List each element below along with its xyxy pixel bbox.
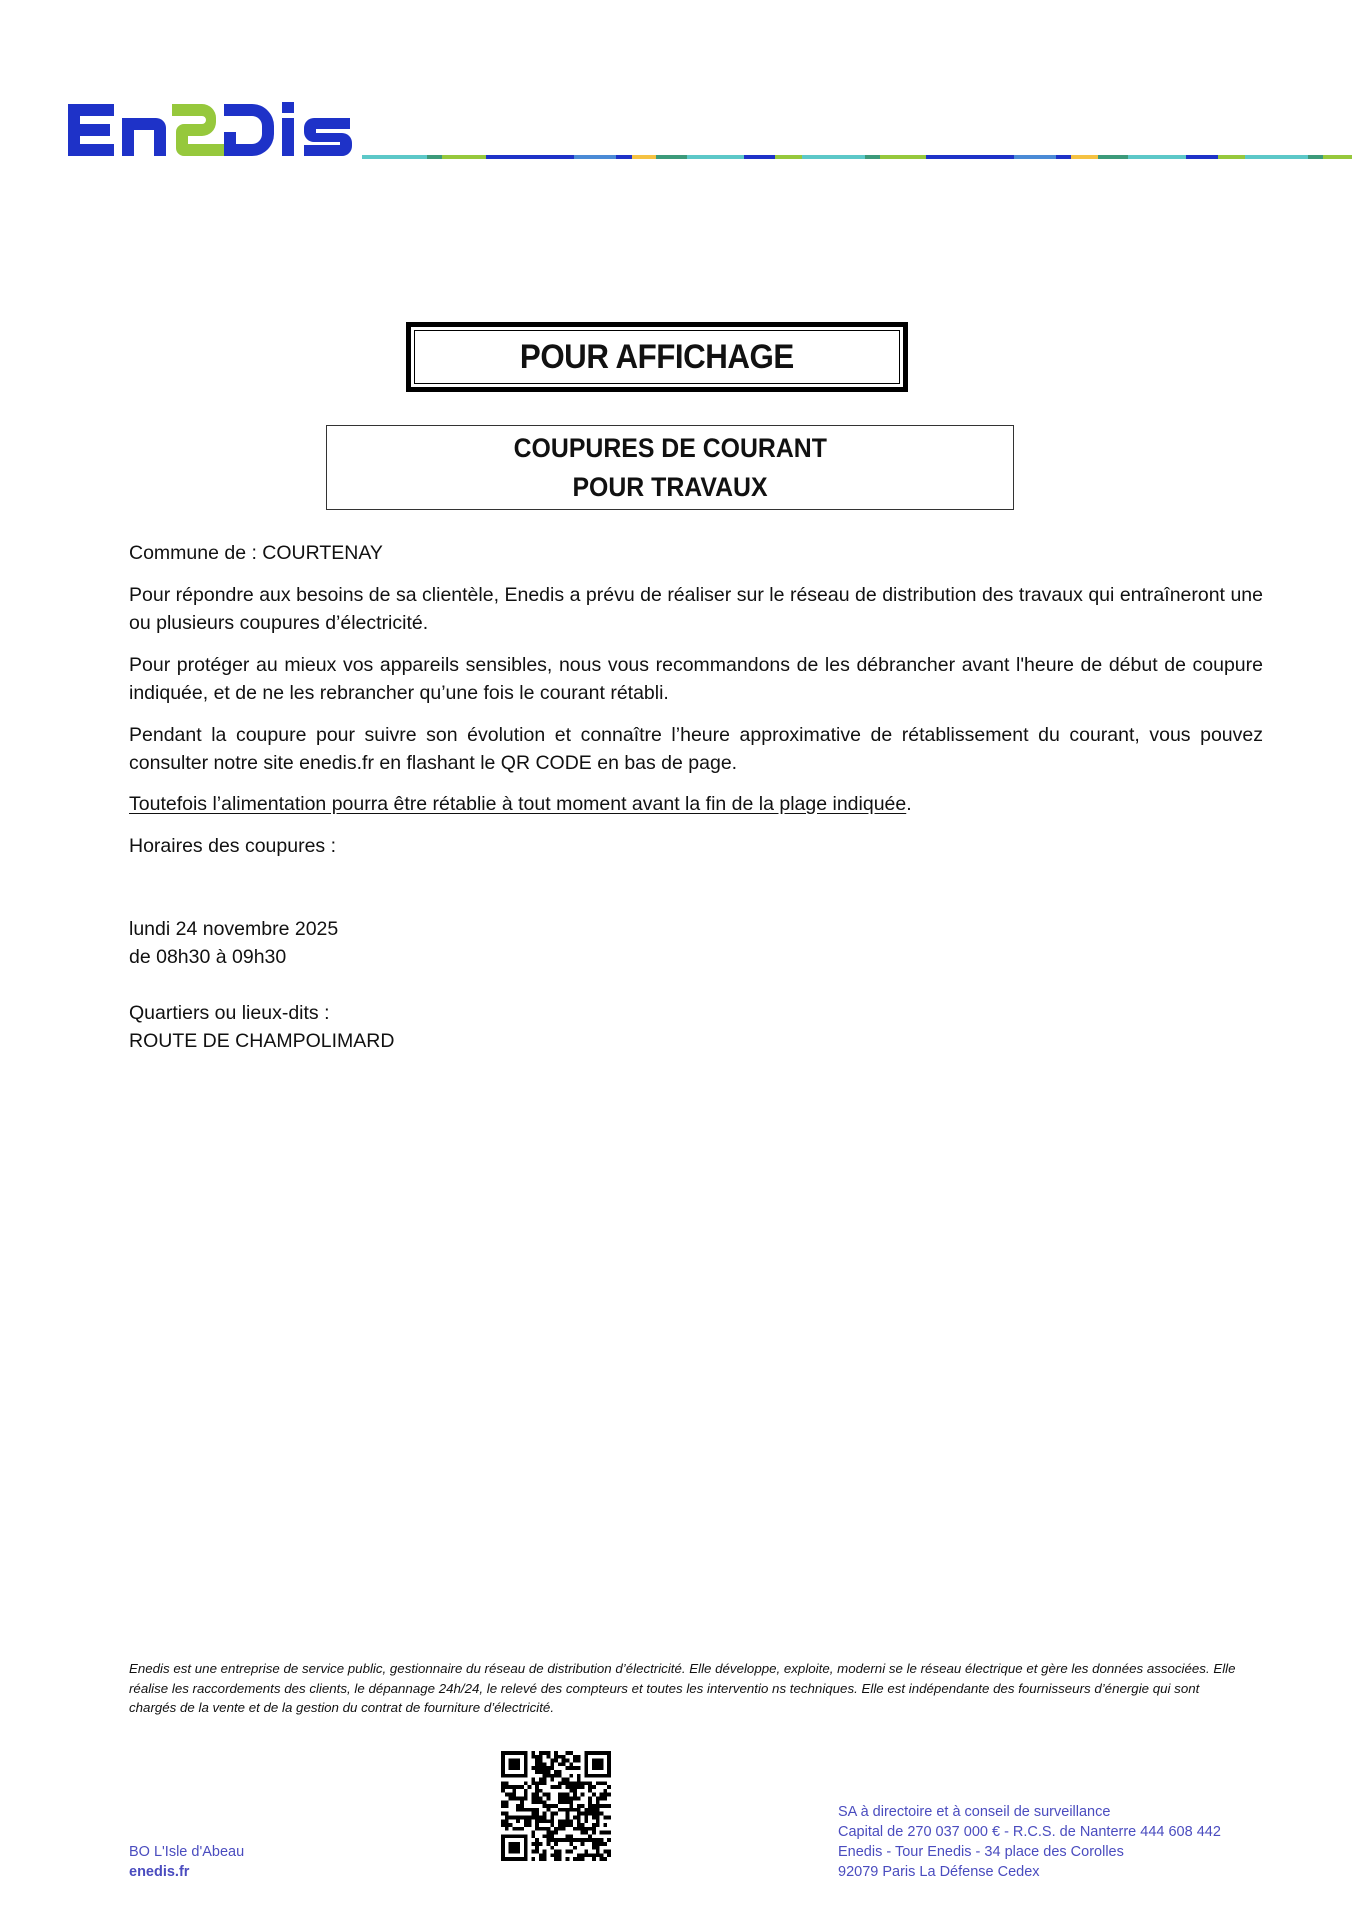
qr-code-graphic — [500, 1751, 612, 1861]
decor-segment — [1128, 155, 1185, 159]
display-label-box — [406, 322, 908, 392]
notice-title-line2: POUR TRAVAUX — [572, 471, 768, 502]
company-line-2: Capital de 270 037 000 € - R.C.S. de Nanterre 444 608 442 — [838, 1824, 1221, 1840]
paragraph-intro: Pour répondre aux besoins de sa clientèle, Enedis a prévu de réaliser sur le réseau de distribution des travaux qui entraîneront une ou plusieurs coupures d’électricité. — [129, 584, 1263, 634]
decor-segment — [486, 155, 574, 159]
decor-segment — [926, 155, 1014, 159]
decor-segment — [802, 155, 865, 159]
outage-time: de 08h30 à 09h30 — [129, 946, 287, 968]
decor-segment — [1308, 155, 1323, 159]
decor-segment — [442, 155, 486, 159]
paragraph-follow-outage: Pendant la coupure pour suivre son évolution et connaître l’heure approximative de rétablissement du courant, vous pouvez consulter notre site enedis.fr en flashant le QR CODE en bas de page. — [129, 724, 1263, 774]
decor-segment — [1056, 155, 1071, 159]
qr-code-icon[interactable] — [500, 1751, 612, 1861]
decor-segment — [1323, 155, 1352, 159]
office-name: BO L'Isle d'Abeau — [129, 1844, 245, 1860]
decor-segment — [865, 155, 880, 159]
areas-heading: Quartiers ou lieux-dits : — [129, 1002, 330, 1024]
decor-segment — [1098, 155, 1129, 159]
company-info — [838, 1802, 1221, 1882]
enedis-logo — [66, 98, 356, 164]
display-label: POUR AFFICHAGE — [520, 337, 794, 376]
decor-segment — [574, 155, 616, 159]
decor-segment — [656, 155, 687, 159]
decor-segment — [427, 155, 442, 159]
decor-segment — [880, 155, 926, 159]
decor-segment — [775, 155, 802, 159]
paragraph-protect-devices: Pour protéger au mieux vos appareils sensibles, nous vous recommandons de les débrancher avant l'heure de début de coupure indiquée, et de ne les rebrancher qu’une fois le courant rétabli. — [129, 654, 1263, 704]
outage-date: lundi 24 novembre 2025 — [129, 918, 339, 940]
decor-segment — [1245, 155, 1308, 159]
company-line-4: 92079 Paris La Défense Cedex — [838, 1864, 1040, 1880]
brand-decor-line — [362, 155, 1352, 159]
warning-text: Toutefois l’alimentation pourra être rétablie à tout moment avant la fin de la plage indiquée — [129, 793, 907, 815]
decor-segment — [1071, 155, 1098, 159]
decor-segment — [687, 155, 744, 159]
website-link[interactable]: enedis.fr — [129, 1864, 190, 1880]
decor-segment — [632, 155, 657, 159]
notice-title-line1: COUPURES DE COURANT — [513, 432, 827, 463]
footer-contact — [129, 1842, 244, 1882]
areas-value: ROUTE DE CHAMPOLIMARD — [129, 1030, 395, 1052]
company-line-3: Enedis - Tour Enedis - 34 place des Corolles — [838, 1844, 1124, 1860]
notice-title-box — [326, 425, 1014, 510]
schedule-heading: Horaires des coupures : — [129, 835, 337, 857]
decor-segment — [616, 155, 631, 159]
decor-segment — [1186, 155, 1218, 159]
enedis-logo-icon — [66, 98, 356, 164]
warning-period: . — [906, 793, 912, 815]
legal-notice: Enedis est une entreprise de service public, gestionnaire du réseau de distribution d’électricité. Elle développe, exploite, moderni se le réseau électrique et gère les données associées. Elle réalise les raccordements des clients, le dépannage 24h/24, le relevé des compteurs et toutes les interventio ns techniques. Elle est indépendante des fournisseurs d’énergie qui sont chargés de la vente et de la gestion du contrat de fourniture d’électricité. — [129, 1661, 1236, 1715]
commune-label: Commune de : COURTENAY — [129, 542, 383, 564]
decor-segment — [362, 155, 427, 159]
warning-line — [129, 790, 1263, 818]
decor-segment — [744, 155, 775, 159]
decor-segment — [1014, 155, 1056, 159]
decor-segment — [1218, 155, 1245, 159]
company-line-1: SA à directoire et à conseil de surveillance — [838, 1804, 1111, 1820]
